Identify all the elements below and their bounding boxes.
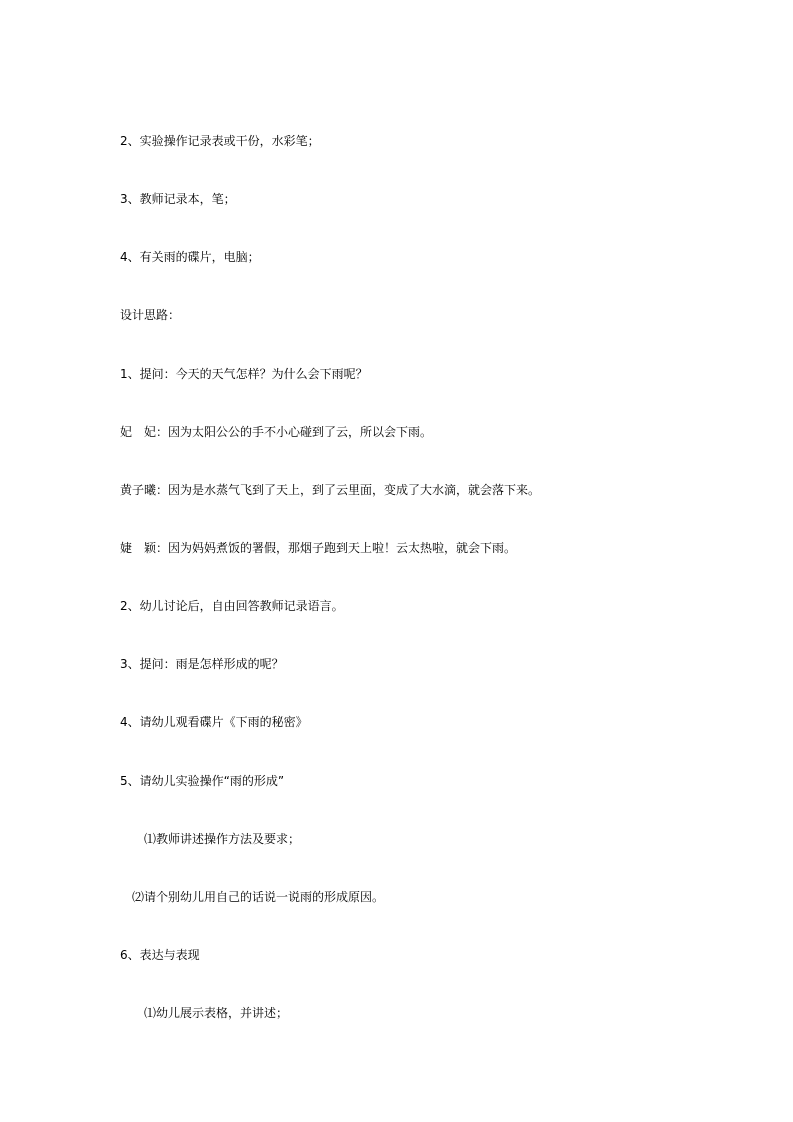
text-line: 3、提问：雨是怎样形成的呢？ — [120, 657, 284, 671]
text-line: ⑴教师讲述操作方法及要求； — [144, 832, 301, 846]
text-line: 4、有关雨的碟片，电脑； — [120, 250, 260, 264]
text-line: ⑵请个别幼儿用自己的话说一说雨的形成原因。 — [132, 890, 385, 904]
text-line: 3、教师记录本，笔； — [120, 192, 236, 206]
text-line: 2、幼儿讨论后，自由回答教师记录语言。 — [120, 599, 344, 613]
text-line: 妃 妃：因为太阳公公的手不小心碰到了云，所以会下雨。 — [120, 425, 433, 439]
text-line: 5、请幼儿实验操作“雨的形成” — [120, 774, 285, 788]
text-line: 6、表达与表现 — [120, 948, 200, 962]
text-line: 黄子曦：因为是水蒸气飞到了天上，到了云里面，变成了大水滴，就会落下来。 — [120, 483, 541, 497]
text-line: ⑴幼儿展示表格，并讲述； — [144, 1006, 289, 1020]
text-line: 婕 颖：因为妈妈煮饭的署假，那烟子跑到天上啦！云太热啦，就会下雨。 — [120, 541, 517, 555]
text-line: 1、提问：今天的天气怎样？为什么会下雨呢？ — [120, 367, 368, 381]
text-line: 4、请幼儿观看碟片《下雨的秘密》 — [120, 715, 308, 729]
section-heading: 设计思路： — [120, 308, 181, 322]
text-line: 2、实验操作记录表或干份，水彩笔； — [120, 134, 320, 148]
